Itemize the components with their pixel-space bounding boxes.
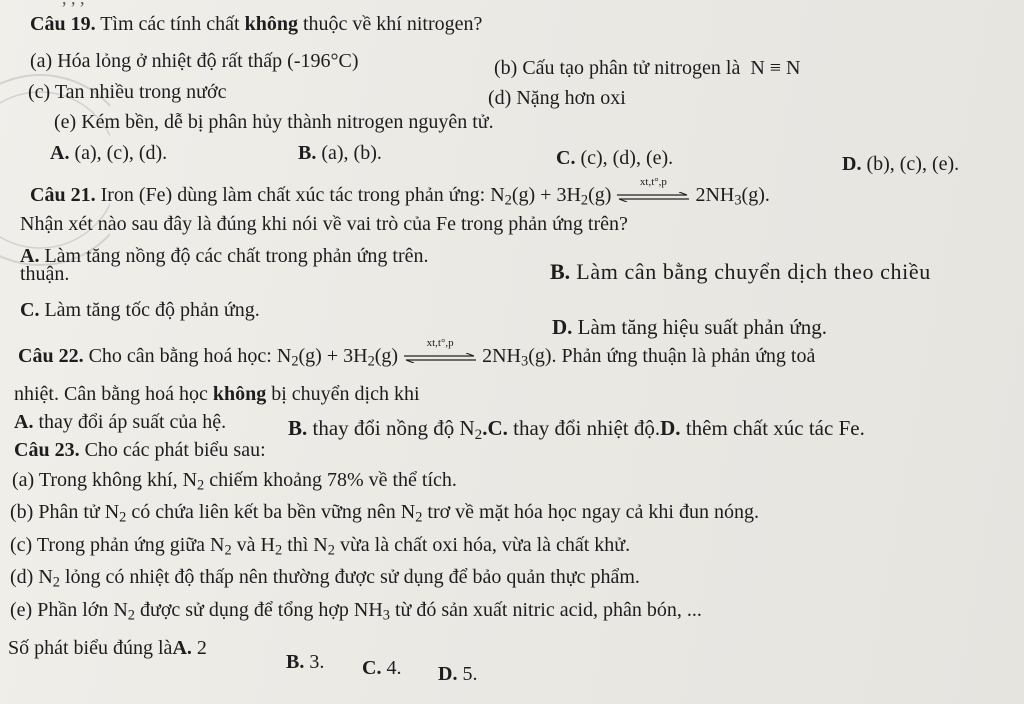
- q19-item-d: (d) Nặng hơn oxi: [488, 87, 626, 109]
- q19-option-d[interactable]: D. (b), (c), (e).: [842, 153, 960, 175]
- q23-item-b: (b) Phân tử $N_2$ có chứa liên kết ba bền vững nên $N_2$ trơ về mặt hóa học ngay cả khi đun nóng.: [10, 501, 759, 526]
- q19-option-c[interactable]: C. (c), (d), (e).: [556, 147, 674, 169]
- q21-stem: Câu 21. Iron (Fe) dùng làm chất xúc tác trong phản ứng: $N_2(g) + 3H_2(g)$ xt,t°,p $2NH_3(g)$.: [30, 176, 770, 209]
- q22-stem: Câu 22. Cho cân bằng hoá học: $N_2(g) + 3H_2(g)$ xt,t°,p $2NH_3(g)$. Phản ứng thuận là phản ứng toả: [18, 337, 816, 370]
- q23-item-a: (a) Trong không khí, $N_2$ chiếm khoảng 78% về thể tích.: [12, 469, 457, 494]
- equilibrium-arrow-icon: xt,t°,p: [615, 186, 691, 206]
- q23-option-a[interactable]: A.: [172, 637, 192, 659]
- q19-item-b: (b) Cấu tạo phân tử nitrogen là N ≡ N: [494, 57, 801, 79]
- q19-item-e: (e) Kém bền, dễ bị phân hủy thành nitrogen nguyên tử.: [54, 111, 494, 133]
- q22-option-b[interactable]: B. thay đổi nồng độ $N_2.C$. thay đổi nhiệt độ.D. thêm chất xúc tác Fe.: [288, 416, 865, 443]
- q19-stem: Câu 19. Tìm các tính chất không thuộc về khí nitrogen?: [30, 13, 483, 35]
- triple-bond-formula: N ≡ N: [750, 57, 801, 79]
- q21-option-b-cont: thuận.: [20, 263, 70, 285]
- q22-head: Câu 22.: [18, 345, 84, 367]
- q22-line2: nhiệt. Cân bằng hoá học không bị chuyển dịch khi: [14, 383, 420, 405]
- top-fragment: [62, 0, 85, 10]
- q21-line2: Nhận xét nào sau đây là đúng khi nói về vai trò của Fe trong phản ứng trên?: [20, 213, 628, 235]
- q23-item-d: (d) $N_2$ lỏng có nhiệt độ thấp nên thường được sử dụng để bảo quản thực phẩm.: [10, 566, 640, 591]
- q19-item-c: (c) Tan nhiều trong nước: [28, 81, 227, 103]
- q23-item-e: (e) Phần lớn $N_2$ được sử dụng để tổng hợp $NH_3$ từ đó sản xuất nitric acid, phân bón, ...: [10, 599, 702, 624]
- q19-item-a: (a) Hóa lỏng ở nhiệt độ rất thấp (-196°C): [30, 50, 359, 72]
- q23-option-c[interactable]: C. 4.: [362, 657, 402, 679]
- q23-item-c: (c) Trong phản ứng giữa $N_2$ và $H_2$ thì $N_2$ vừa là chất oxi hóa, vừa là chất khử.: [10, 534, 631, 559]
- equilibrium-arrow-icon: xt,t°,p: [402, 347, 478, 367]
- q23-final: Số phát biểu đúng làA. 2: [8, 637, 207, 659]
- q23-option-b[interactable]: B. 3.: [286, 651, 325, 673]
- q21-option-a[interactable]: A. Làm tăng nồng độ các chất trong phản ứng trên.: [20, 245, 429, 267]
- q23-head: Câu 23.: [14, 439, 80, 461]
- q21-option-c[interactable]: C. Làm tăng tốc độ phản ứng.: [20, 299, 260, 321]
- q19-head: Câu 19.: [30, 13, 96, 35]
- q22-option-a[interactable]: A. thay đổi áp suất của hệ.: [14, 411, 227, 433]
- q19-option-a[interactable]: A. (a), (c), (d).: [50, 142, 168, 164]
- q22-option-c[interactable]: .C.: [482, 416, 508, 440]
- q23-stem: Câu 23. Cho các phát biểu sau:: [14, 439, 266, 461]
- q19-option-b[interactable]: B. (a), (b).: [298, 142, 382, 164]
- q21-head: Câu 21.: [30, 184, 96, 206]
- q22-option-d[interactable]: D.: [660, 416, 681, 440]
- q23-option-d[interactable]: D. 5.: [438, 663, 478, 685]
- q21-option-d[interactable]: D. Làm tăng hiệu suất phản ứng.: [552, 315, 827, 339]
- q21-option-b[interactable]: B. Làm cân bằng chuyển dịch theo chiều: [550, 259, 931, 284]
